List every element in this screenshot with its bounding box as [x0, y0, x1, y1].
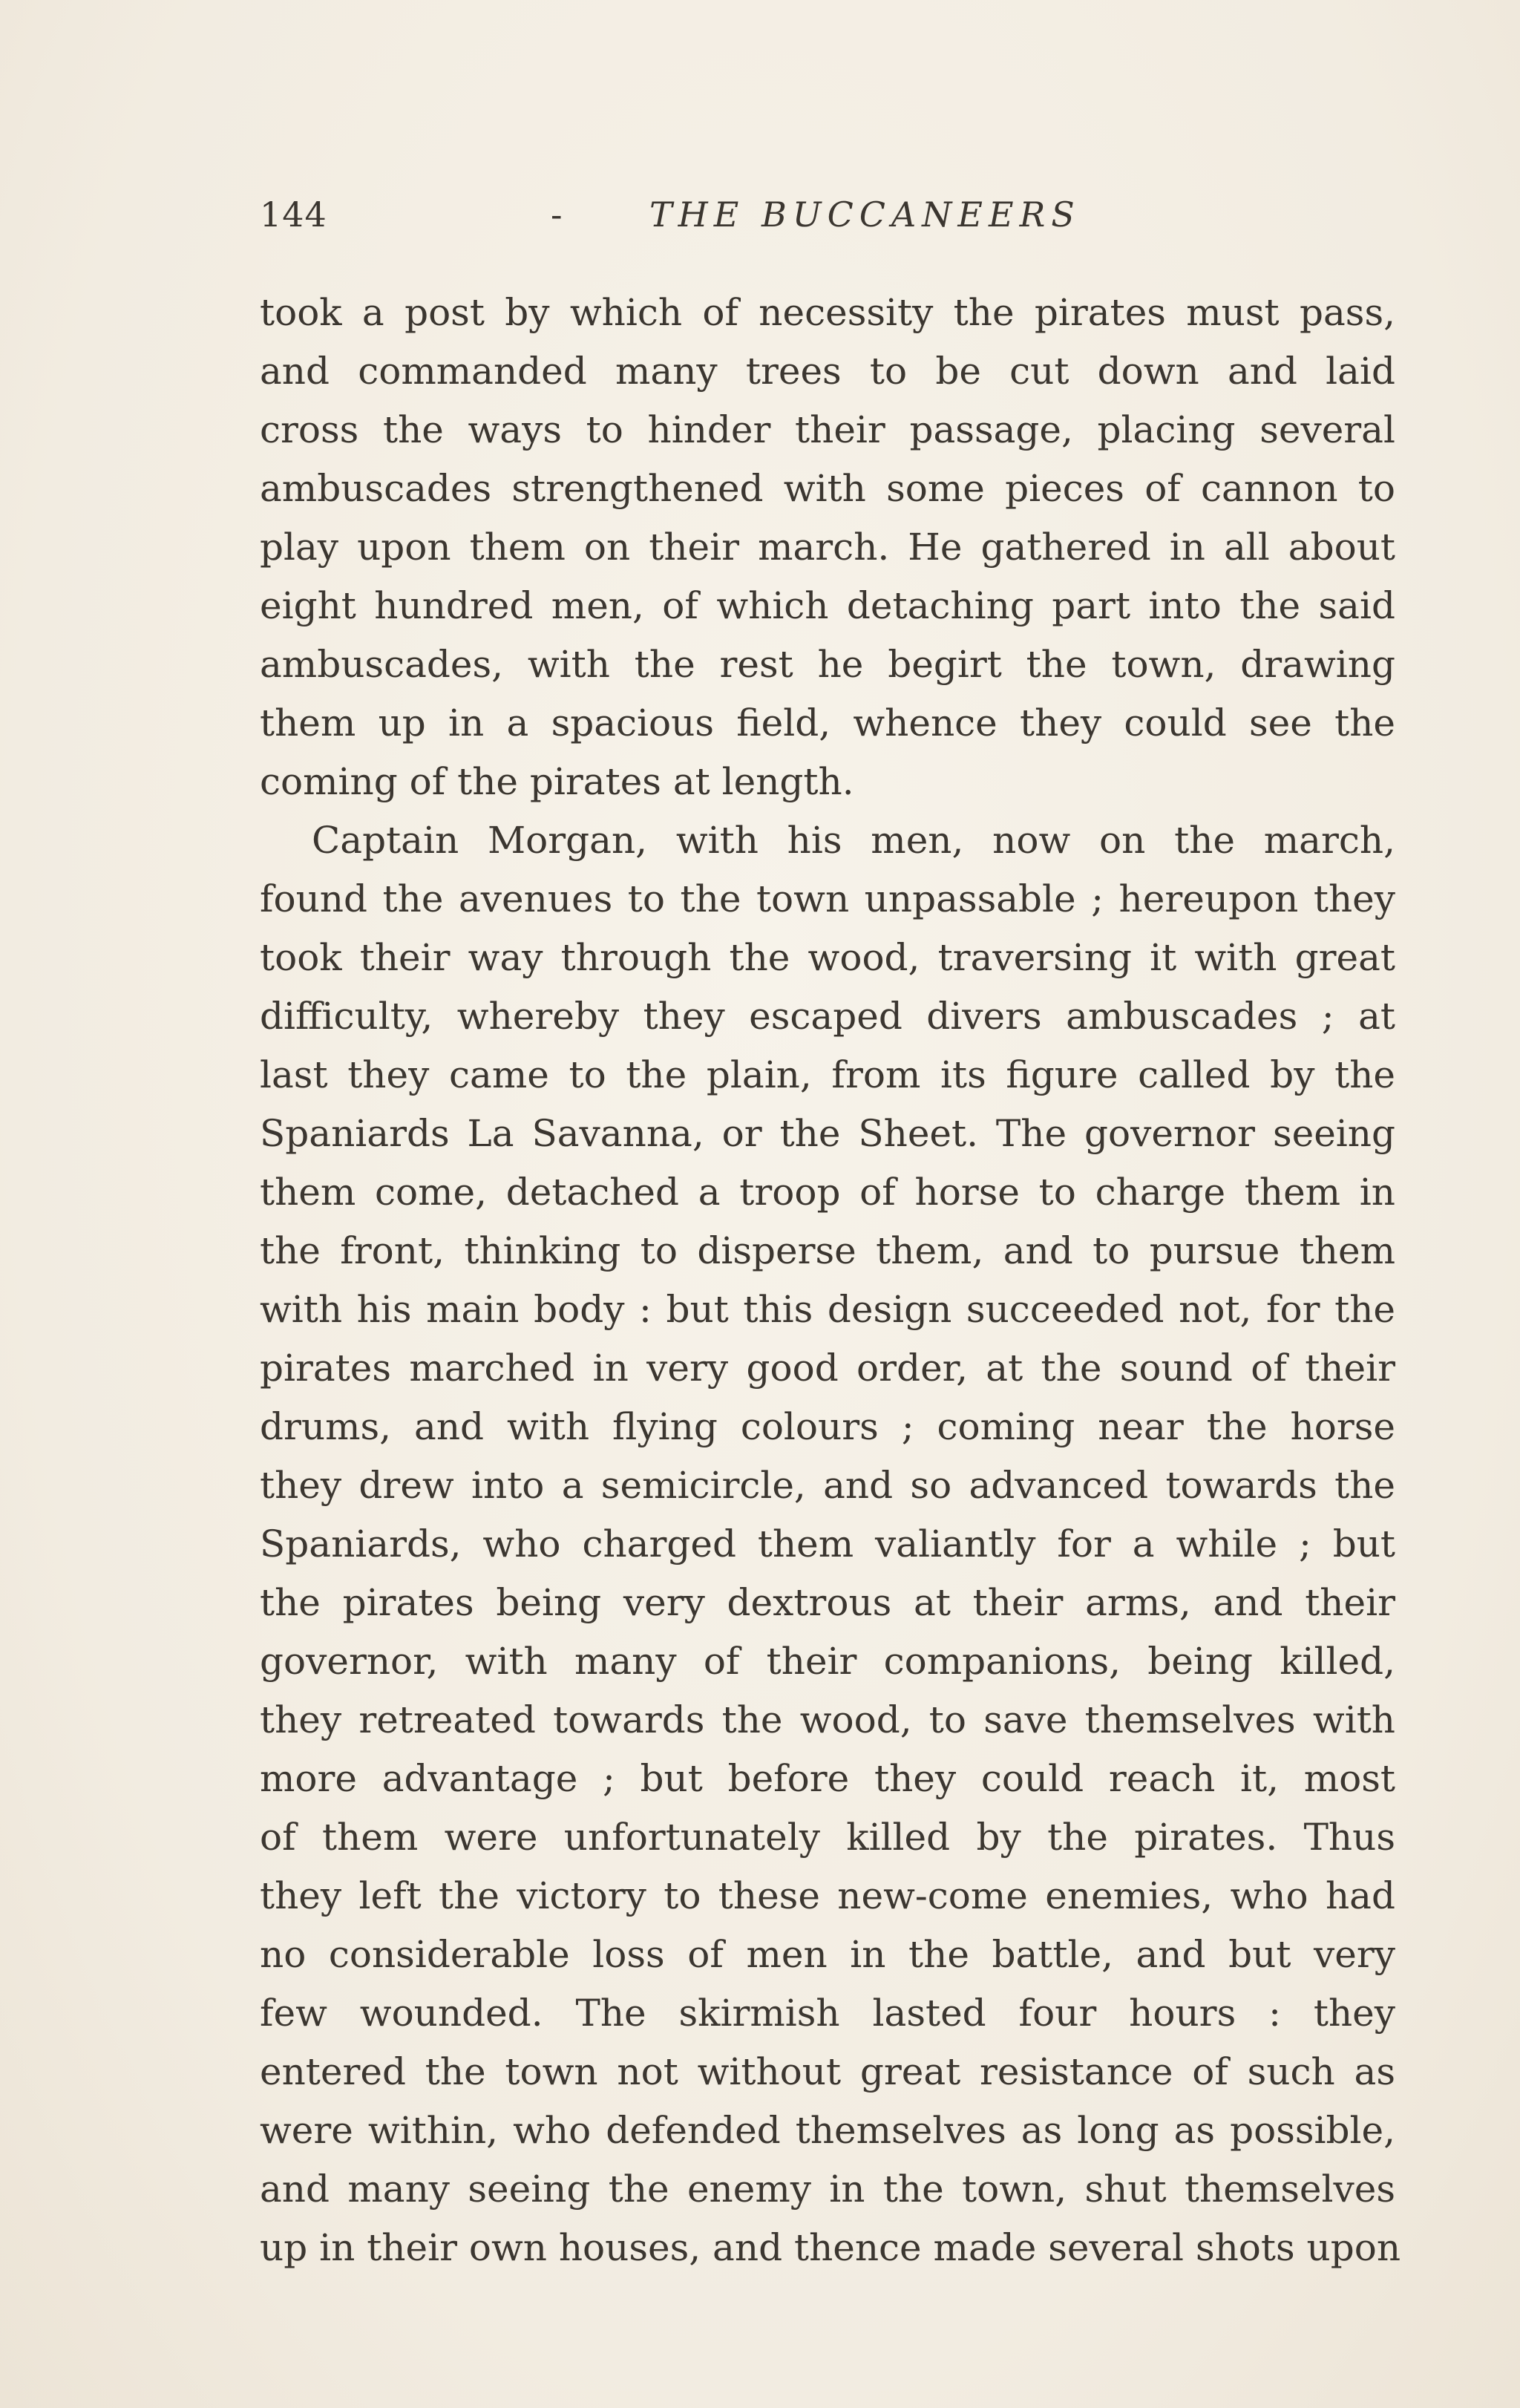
text-line: took their way through the wood, traversing it with great [260, 936, 1395, 979]
text-line: ambuscades strengthened with some pieces of cannon to [260, 467, 1395, 510]
text-line: Spaniards, who charged them valiantly for a while ; but [260, 1522, 1395, 1565]
text-line: the pirates being very dextrous at their arms, and their [260, 1581, 1395, 1624]
text-line: play upon them on their march. He gathered in all about [260, 526, 1395, 569]
text-line: them come, detached a troop of horse to charge them in [260, 1171, 1395, 1214]
text-line: no considerable loss of men in the battle, and but very [260, 1933, 1395, 1976]
text-line: took a post by which of necessity the pirates must pass, [260, 291, 1395, 334]
text-line: pirates marched in very good order, at the sound of their [260, 1347, 1395, 1390]
running-title: THE BUCCANEERS [649, 194, 1081, 235]
body-text [260, 284, 1401, 2277]
text-line: of them were unfortunately killed by the pirates. Thus [260, 1816, 1395, 1859]
text-line: last they came to the plain, from its figure called by the [260, 1053, 1395, 1096]
text-line: they left the victory to these new-come enemies, who had [260, 1874, 1395, 1917]
paragraph-start-line: Captain Morgan, with his men, now on the march, [312, 819, 1395, 862]
text-line: ambuscades, with the rest he begirt the town, drawing [260, 643, 1395, 686]
text-line: Spaniards La Savanna, or the Sheet. The governor seeing [260, 1112, 1395, 1155]
text-line: up in their own houses, and thence made several shots upon [260, 2226, 1401, 2269]
text-line: governor, with many of their companions, being killed, [260, 1640, 1395, 1683]
text-line: drums, and with flying colours ; coming near the horse [260, 1405, 1395, 1448]
text-line: more advantage ; but before they could reach it, most [260, 1757, 1395, 1800]
text-line: entered the town not without great resistance of such as [260, 2050, 1395, 2093]
page-header [260, 194, 1395, 254]
text-line: them up in a spacious field, whence they could see the [260, 701, 1395, 745]
text-line: and commanded many trees to be cut down and laid [260, 350, 1395, 393]
text-line: cross the ways to hinder their passage, placing several [260, 408, 1395, 451]
text-line: found the avenues to the town unpassable ; hereupon they [260, 877, 1395, 920]
text-line: difficulty, whereby they escaped divers ambuscades ; at [260, 995, 1395, 1038]
text-line: they drew into a semicircle, and so advanced towards the [260, 1464, 1395, 1507]
text-line: were within, who defended themselves as long as possible, [260, 2109, 1395, 2152]
text-line: with his main body : but this design succeeded not, for the [260, 1288, 1395, 1331]
text-line: they retreated towards the wood, to save themselves with [260, 1698, 1395, 1741]
paragraph-end-line: coming of the pirates at length. [260, 760, 854, 803]
text-line: the front, thinking to disperse them, and to pursue them [260, 1229, 1395, 1272]
page-number: 144 [260, 194, 327, 235]
header-separator: - [551, 194, 563, 235]
text-line: and many seeing the enemy in the town, shut themselves [260, 2167, 1395, 2211]
text-line: few wounded. The skirmish lasted four hours : they [260, 1992, 1395, 2035]
text-line: eight hundred men, of which detaching part into the said [260, 584, 1395, 627]
